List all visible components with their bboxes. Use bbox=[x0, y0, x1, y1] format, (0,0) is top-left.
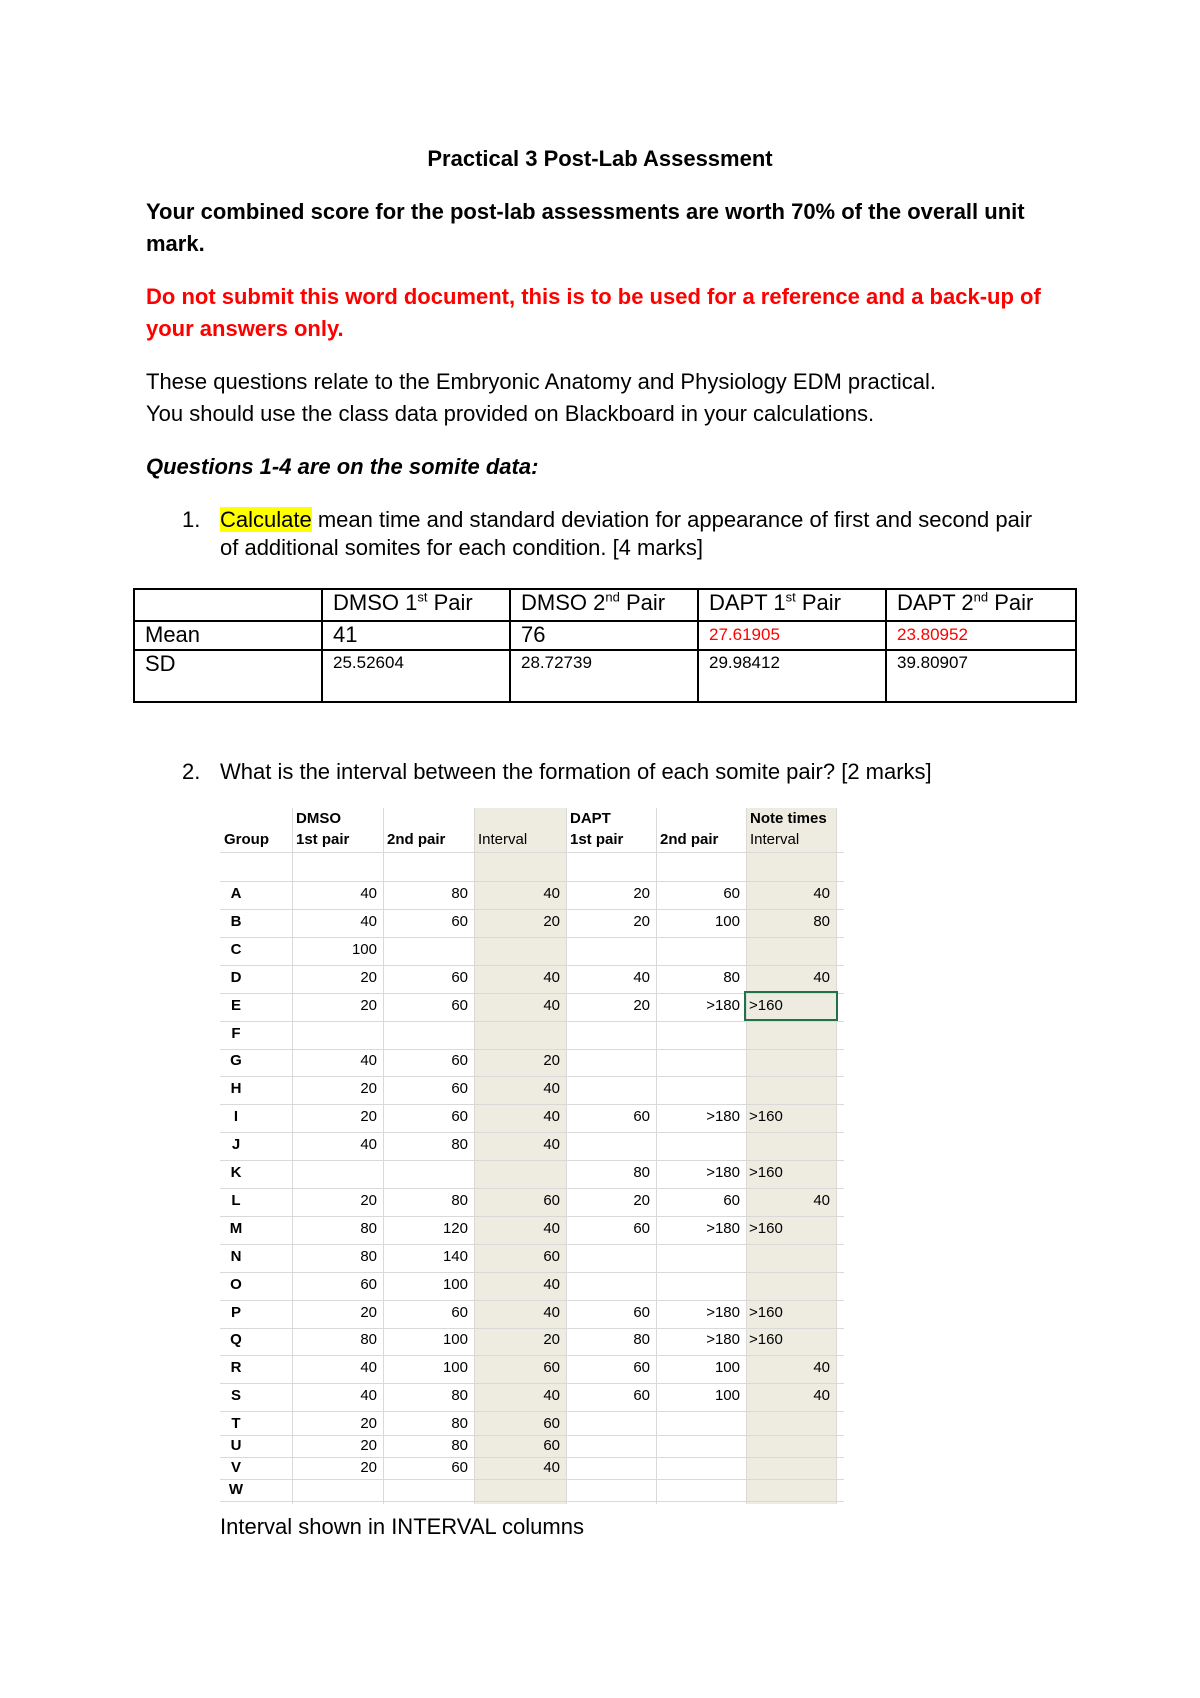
interval-cell: 20 bbox=[543, 1052, 560, 1070]
value-cell: 20 bbox=[360, 1080, 377, 1098]
value-cell: 80 bbox=[451, 1136, 468, 1154]
group-label: R bbox=[230, 1359, 242, 1377]
value-cell: 60 bbox=[633, 1387, 650, 1405]
question-1-number: 1. bbox=[182, 507, 201, 532]
value-cell: 60 bbox=[451, 912, 468, 930]
value-cell: 40 bbox=[360, 1387, 377, 1405]
column-header: 2nd pair bbox=[387, 831, 446, 848]
interval-cell: 40 bbox=[543, 1275, 560, 1293]
value-cell: 20 bbox=[633, 996, 650, 1014]
header-cell-empty bbox=[134, 589, 322, 621]
value-cell: 60 bbox=[360, 1275, 377, 1293]
value-cell: 60 bbox=[723, 1191, 740, 1209]
interval-cell: 40 bbox=[543, 968, 560, 986]
value-cell: 40 bbox=[360, 1052, 377, 1070]
group-label: V bbox=[230, 1459, 241, 1477]
selected-cell-outline bbox=[744, 991, 838, 1021]
value-cell: 20 bbox=[633, 885, 650, 902]
value-cell: 40 bbox=[360, 912, 377, 930]
group-header-dmso: DMSO bbox=[296, 810, 341, 827]
value-cell: 100 bbox=[714, 912, 740, 930]
value-cell: 60 bbox=[633, 1219, 650, 1237]
value-cell: 20 bbox=[360, 996, 377, 1014]
interval-cell: 20 bbox=[543, 912, 560, 930]
group-label: G bbox=[230, 1052, 242, 1070]
value-cell: 60 bbox=[451, 1080, 468, 1098]
highlighted-word: Calculate bbox=[220, 507, 312, 532]
header-cell: DAPT 2nd Pair bbox=[886, 589, 1076, 621]
grid-hline bbox=[220, 1328, 844, 1329]
value-cell: 40 bbox=[360, 885, 377, 902]
group-label: H bbox=[230, 1080, 242, 1098]
header-cell: DMSO 1st Pair bbox=[322, 589, 510, 621]
interval-cell: 60 bbox=[543, 1191, 560, 1209]
value-cell: 100 bbox=[351, 940, 377, 958]
value-cell: 60 bbox=[723, 885, 740, 902]
sd-row bbox=[134, 650, 1076, 702]
value-cell: 100 bbox=[714, 1387, 740, 1405]
value-cell: >180 bbox=[706, 1219, 740, 1237]
grid-hline bbox=[220, 1435, 844, 1436]
value-cell: 80 bbox=[451, 1387, 468, 1405]
warning-paragraph: Do not submit this word document, this is to be used for a reference and a back-up of your answers only. bbox=[146, 284, 1041, 341]
value-cell: 60 bbox=[451, 1303, 468, 1321]
column-header: 1st pair bbox=[570, 831, 624, 848]
mean-value: 23.80952 bbox=[886, 621, 1076, 650]
sd-value: 39.80907 bbox=[886, 650, 1076, 702]
interval-cell: 40 bbox=[813, 885, 830, 902]
value-cell: 60 bbox=[633, 1108, 650, 1126]
interval-cell: 20 bbox=[543, 1331, 560, 1349]
grid-hline bbox=[220, 852, 844, 853]
value-cell: 20 bbox=[360, 968, 377, 986]
grid-vline bbox=[836, 808, 837, 1504]
group-label: D bbox=[230, 968, 242, 986]
answer-table-header-row bbox=[134, 589, 1076, 621]
group-label: T bbox=[231, 1415, 241, 1433]
grid-hline bbox=[220, 1300, 844, 1301]
grid-hline bbox=[220, 1216, 844, 1217]
value-cell: 80 bbox=[451, 1415, 468, 1433]
value-cell: 20 bbox=[360, 1303, 377, 1321]
header-cell: DMSO 2nd Pair bbox=[510, 589, 698, 621]
question-1-rest: mean time and standard deviation for appearance of first and second pair of additional somites for each condition. [4 marks] bbox=[220, 507, 1033, 560]
column-header: Interval bbox=[478, 831, 528, 848]
grid-hline bbox=[220, 1479, 844, 1480]
group-label: O bbox=[230, 1275, 242, 1293]
group-label: A bbox=[230, 885, 242, 902]
value-cell: 80 bbox=[451, 885, 468, 902]
value-cell: >180 bbox=[706, 996, 740, 1014]
spreadsheet-image bbox=[220, 808, 844, 1508]
interval-cell: 40 bbox=[813, 1359, 830, 1377]
grid-hline bbox=[220, 965, 844, 966]
grid-hline bbox=[220, 909, 844, 910]
mean-row bbox=[134, 621, 1076, 650]
interval-cell: 40 bbox=[543, 1303, 560, 1321]
group-label: N bbox=[230, 1247, 242, 1265]
interval-cell: 40 bbox=[813, 968, 830, 986]
value-cell: 80 bbox=[633, 1331, 650, 1349]
interval-cell: >160 bbox=[749, 1164, 783, 1181]
group-label: S bbox=[230, 1387, 241, 1405]
column-header: Interval bbox=[750, 831, 800, 848]
interval-cell: 60 bbox=[543, 1415, 560, 1433]
grid-hline bbox=[220, 1049, 844, 1050]
question-1-text bbox=[220, 506, 1040, 562]
grid-hline bbox=[220, 1188, 844, 1189]
interval-cell: 40 bbox=[813, 1387, 830, 1405]
group-label: I bbox=[233, 1108, 239, 1126]
value-cell: 20 bbox=[360, 1437, 377, 1455]
value-cell: 60 bbox=[451, 996, 468, 1014]
value-cell: 80 bbox=[360, 1331, 377, 1349]
value-cell: 60 bbox=[451, 1108, 468, 1126]
grid-hline bbox=[220, 1076, 844, 1077]
value-cell: 80 bbox=[451, 1191, 468, 1209]
value-cell: 60 bbox=[451, 1052, 468, 1070]
value-cell: 40 bbox=[633, 968, 650, 986]
group-header-note-times: Note times bbox=[750, 810, 827, 827]
value-cell: 100 bbox=[442, 1331, 468, 1349]
group-label: K bbox=[230, 1164, 242, 1181]
value-cell: 100 bbox=[442, 1275, 468, 1293]
context-paragraph bbox=[146, 366, 1046, 430]
value-cell: 40 bbox=[360, 1359, 377, 1377]
interval-cell: >160 bbox=[749, 1331, 783, 1349]
group-label: M bbox=[229, 1219, 243, 1237]
value-cell: >180 bbox=[706, 1331, 740, 1349]
group-label: E bbox=[230, 996, 241, 1014]
group-header-dapt: DAPT bbox=[570, 810, 611, 827]
group-label: C bbox=[230, 940, 242, 958]
interval-cell: 40 bbox=[543, 1136, 560, 1154]
mean-value: 41 bbox=[322, 621, 510, 650]
mean-value: 76 bbox=[510, 621, 698, 650]
value-cell: 20 bbox=[360, 1191, 377, 1209]
group-label: P bbox=[230, 1303, 241, 1321]
context-line-1: These questions relate to the Embryonic Anatomy and Physiology EDM practical. bbox=[146, 369, 936, 394]
page-title: Practical 3 Post-Lab Assessment bbox=[427, 146, 773, 171]
grid-hline bbox=[220, 1160, 844, 1161]
section-heading: Questions 1-4 are on the somite data: bbox=[146, 454, 539, 479]
group-label: W bbox=[228, 1481, 244, 1499]
value-cell: 20 bbox=[633, 1191, 650, 1209]
answer-table bbox=[133, 588, 1077, 703]
value-cell: 80 bbox=[451, 1437, 468, 1455]
grid-hline bbox=[220, 1457, 844, 1458]
value-cell: 80 bbox=[360, 1219, 377, 1237]
grid-hline bbox=[220, 1355, 844, 1356]
interval-cell: 60 bbox=[543, 1359, 560, 1377]
sd-value: 25.52604 bbox=[322, 650, 510, 702]
grid-hline bbox=[220, 1104, 844, 1105]
value-cell: 20 bbox=[360, 1108, 377, 1126]
group-label: Q bbox=[230, 1331, 242, 1349]
interval-cell: 60 bbox=[543, 1247, 560, 1265]
interval-cell: 40 bbox=[543, 1080, 560, 1098]
grid-hline bbox=[220, 1272, 844, 1273]
value-cell: 60 bbox=[633, 1303, 650, 1321]
grid-hline bbox=[220, 937, 844, 938]
grid-hline bbox=[220, 1383, 844, 1384]
header-cell: DAPT 1st Pair bbox=[698, 589, 886, 621]
grid-hline bbox=[220, 1132, 844, 1133]
value-cell: 40 bbox=[360, 1136, 377, 1154]
value-cell: 20 bbox=[360, 1459, 377, 1477]
group-label: L bbox=[231, 1191, 241, 1209]
question-2-number: 2. bbox=[182, 759, 201, 784]
value-cell: >180 bbox=[706, 1108, 740, 1126]
intro-paragraph: Your combined score for the post-lab assessments are worth 70% of the overall unit mark. bbox=[146, 199, 1025, 256]
interval-cell: 60 bbox=[543, 1437, 560, 1455]
sd-value: 28.72739 bbox=[510, 650, 698, 702]
grid-hline bbox=[220, 1411, 844, 1412]
sd-label: SD bbox=[134, 650, 322, 702]
interval-cell: >160 bbox=[749, 1219, 783, 1237]
value-cell: 80 bbox=[723, 968, 740, 986]
group-label: J bbox=[231, 1136, 241, 1154]
value-cell: >180 bbox=[706, 1303, 740, 1321]
group-label: B bbox=[230, 912, 242, 930]
grid-hline bbox=[220, 1501, 844, 1502]
value-cell: 120 bbox=[442, 1219, 468, 1237]
interval-cell: 40 bbox=[543, 1387, 560, 1405]
value-cell: 60 bbox=[451, 968, 468, 986]
group-label: U bbox=[230, 1437, 242, 1455]
interval-cell: 80 bbox=[813, 912, 830, 930]
value-cell: >180 bbox=[706, 1164, 740, 1181]
interval-cell: >160 bbox=[749, 1303, 783, 1321]
interval-cell: 40 bbox=[543, 1219, 560, 1237]
grid-hline bbox=[220, 881, 844, 882]
value-cell: 100 bbox=[714, 1359, 740, 1377]
value-cell: 100 bbox=[442, 1359, 468, 1377]
interval-cell: >160 bbox=[749, 996, 783, 1014]
value-cell: 20 bbox=[360, 1415, 377, 1433]
interval-cell: 40 bbox=[813, 1191, 830, 1209]
context-line-2: You should use the class data provided on Blackboard in your calculations. bbox=[146, 401, 875, 426]
caption: Interval shown in INTERVAL columns bbox=[220, 1514, 584, 1539]
interval-cell: 40 bbox=[543, 885, 560, 902]
interval-cell: >160 bbox=[749, 1108, 783, 1126]
value-cell: 60 bbox=[451, 1459, 468, 1477]
grid-hline bbox=[220, 1021, 844, 1022]
interval-cell: 40 bbox=[543, 1108, 560, 1126]
column-header: 1st pair bbox=[296, 831, 350, 848]
sd-value: 29.98412 bbox=[698, 650, 886, 702]
mean-label: Mean bbox=[134, 621, 322, 650]
group-label: F bbox=[231, 1024, 241, 1042]
question-2-text: What is the interval between the formation of each somite pair? [2 marks] bbox=[220, 759, 932, 784]
value-cell: 20 bbox=[633, 912, 650, 930]
value-cell: 80 bbox=[633, 1164, 650, 1181]
value-cell: 80 bbox=[360, 1247, 377, 1265]
value-cell: 140 bbox=[442, 1247, 468, 1265]
value-cell: 60 bbox=[633, 1359, 650, 1377]
interval-cell: 40 bbox=[543, 1459, 560, 1477]
column-header: Group bbox=[224, 831, 269, 848]
column-header: 2nd pair bbox=[660, 831, 719, 848]
grid-hline bbox=[220, 1244, 844, 1245]
interval-cell: 40 bbox=[543, 996, 560, 1014]
mean-value: 27.61905 bbox=[698, 621, 886, 650]
